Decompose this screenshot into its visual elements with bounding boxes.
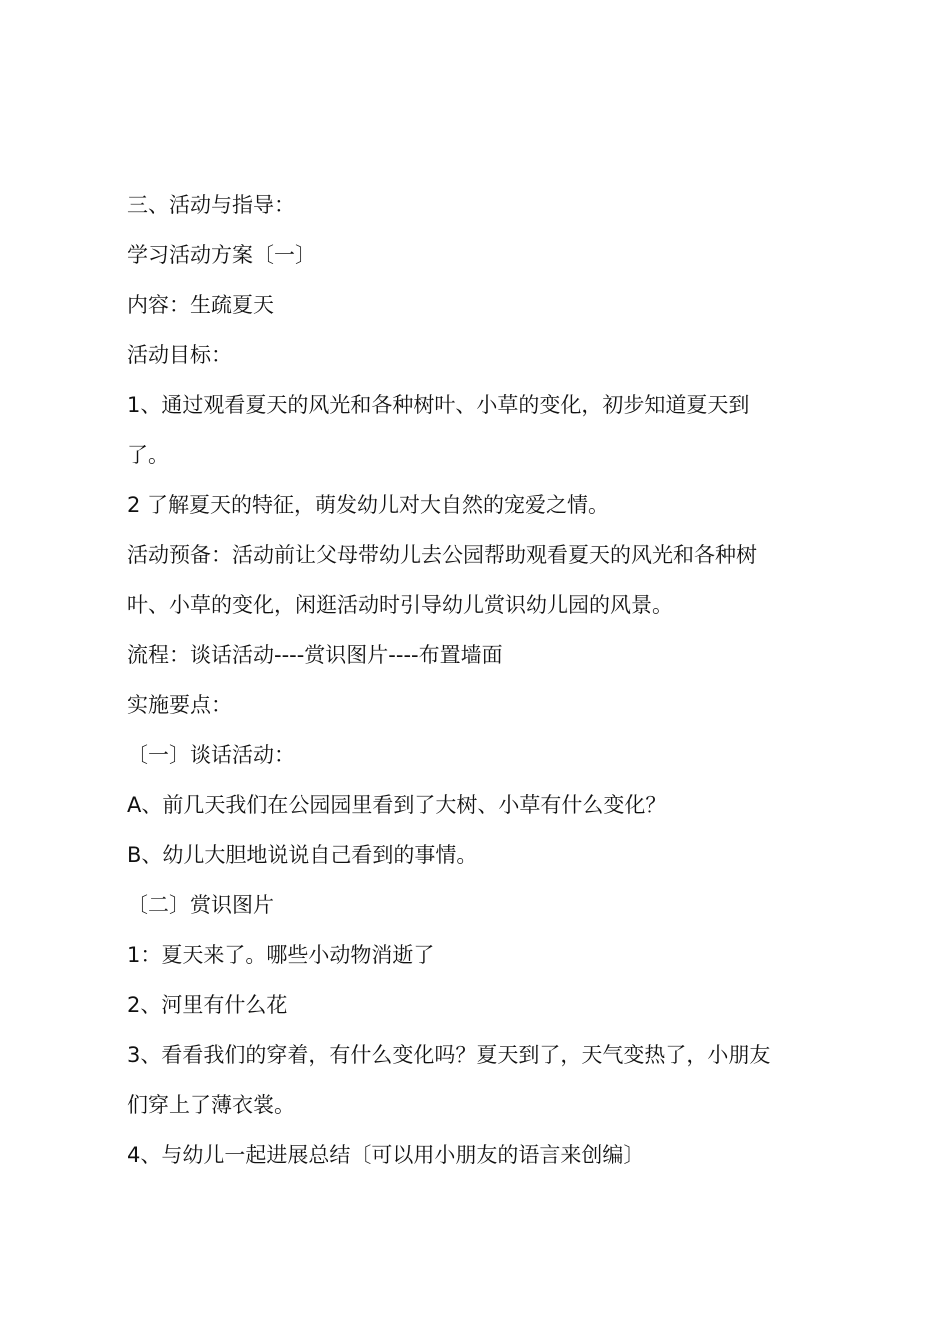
item-3-continued: 们穿上了薄衣裳。 [127,1093,295,1117]
plan-title: 学习活动方案〔一〕 [127,243,316,267]
goal-2: 2 了解夏天的特征，萌发幼儿对大自然的宠爱之情。 [127,493,610,517]
subsection-2-heading: 〔二〕赏识图片 [127,893,274,917]
item-a: A、前几天我们在公园园里看到了大树、小草有什么变化？ [127,793,667,817]
content-line: 内容：生疏夏天 [127,293,274,317]
item-1: 1：夏天来了。哪些小动物消逝了 [127,943,435,967]
goal-1-continued: 了。 [127,443,169,467]
goals-heading: 活动目标： [127,343,232,367]
item-b: B、幼儿大胆地说说自己看到的事情。 [127,843,478,867]
goal-1: 1、通过观看夏天的风光和各种树叶、小草的变化，初步知道夏天到 [127,393,750,417]
item-4: 4、与幼儿一起进展总结〔可以用小朋友的语言来创编〕 [127,1143,645,1167]
item-2: 2、河里有什么花 [127,993,288,1017]
document-body [127,180,837,1180]
subsection-1-heading: 〔一〕谈话活动： [127,743,295,767]
section-heading: 三、活动与指导： [127,193,295,217]
preparation-continued: 叶、小草的变化，闲逛活动时引导幼儿赏识幼儿园的风景。 [127,593,673,617]
process-line: 流程：谈话活动----赏识图片----布置墙面 [127,643,503,667]
preparation: 活动预备：活动前让父母带幼儿去公园帮助观看夏天的风光和各种树 [127,543,757,567]
item-3: 3、看看我们的穿着，有什么变化吗？夏天到了，天气变热了，小朋友 [127,1043,771,1067]
key-points-heading: 实施要点： [127,693,232,717]
